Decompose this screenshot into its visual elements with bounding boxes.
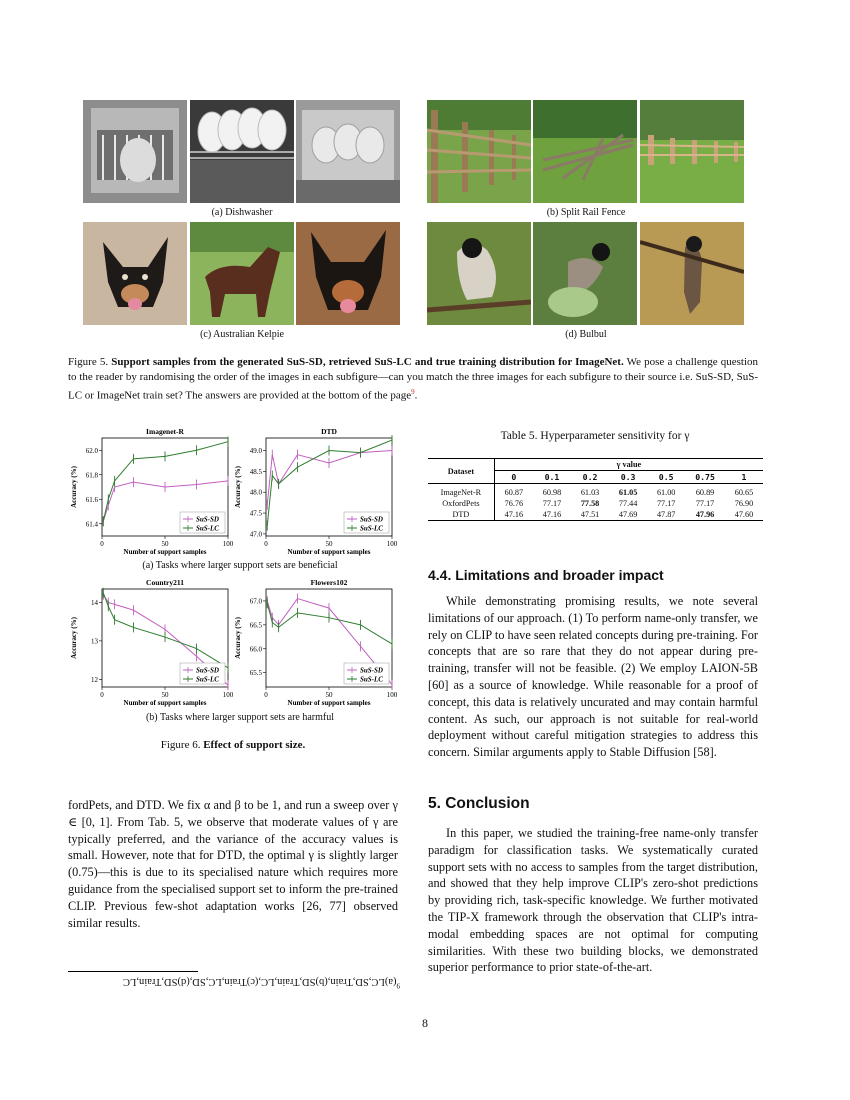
table5-col-4: 0.5 (658, 472, 674, 482)
y-tick-label: 66.0 (249, 645, 262, 654)
table5-cell: 61.00 (656, 488, 676, 497)
x-tick-label: 0 (100, 691, 104, 699)
table5-cell: 47.87 (656, 510, 676, 519)
table5-row-label: OxfordPets (428, 498, 494, 509)
legend-label: SuS-SD (360, 666, 383, 675)
table5-col-1: 0.1 (544, 472, 560, 482)
table5-cell: 47.69 (618, 510, 638, 519)
plot-title: Country211 (146, 578, 184, 587)
legend-label: SuS-SD (360, 515, 383, 524)
y-axis-label: Accuracy (%) (234, 617, 242, 659)
table5-gamma-header: γ value (494, 459, 763, 471)
table5-cell: 61.03 (580, 488, 600, 497)
y-tick-label: 47.5 (249, 509, 262, 518)
table5-col-2: 0.2 (582, 472, 598, 482)
subcaption-harmful: (b) Tasks where larger support sets are harmful (145, 712, 335, 723)
subcaption-kelpie: (c) Australian Kelpie (200, 329, 284, 340)
section-4-4-body: While demonstrating promising results, we note several limitations of our approach. (1) To perform name-only transfer, we rely on CLIP to have seen related concepts during pre-training. For concepts that are so rare that they do not appear during pre-training, transfer will not be feasible. (2) We employ LAION-5B [60] as a source of knowledge. While reasonable for a proof of concept, this data is relatively uncurated and may contain harmful content. As such, our approach is not suitable for real-world deployment without careful mitigation strategies to address this concern. Similar arguments apply to Stable Diffusion [58]. (428, 594, 758, 760)
y-axis-label: Accuracy (%) (70, 617, 78, 659)
legend-label: SuS-LC (360, 675, 383, 684)
table5-dataset-header: Dataset (428, 459, 494, 484)
subcaption-dishwasher: (a) Dishwasher (211, 207, 273, 218)
y-tick-label: 61.6 (85, 495, 98, 504)
figure5-caption: Figure 5. Support samples from the generated SuS-SD, retrieved SuS-LC and true training distribution for ImageNet. We pose a challenge question to the reader by randomising the order of the images in each subfigure—can you match the three images for each subfigure to their source i.e. SuS-SD, SuS-LC or ImageNet train set? The answers are provided at the bottom of the page$^9$. (68, 356, 758, 402)
fence-photo-3 (640, 100, 744, 203)
x-tick-label: 100 (386, 540, 398, 548)
figure6-caption: Figure 6. Effect of support size. (160, 739, 306, 751)
table5-cell: 76.76 (504, 499, 524, 508)
series-line-sus-lc (103, 442, 228, 522)
y-tick-label: 49.0 (249, 447, 262, 456)
table5-cell: 77.17 (695, 499, 715, 508)
bulbul-photo-1 (427, 222, 531, 325)
y-tick-label: 61.8 (85, 471, 98, 480)
y-tick-label: 66.5 (249, 621, 262, 630)
plot-flowers102 (230, 575, 400, 707)
x-axis-label: Number of support samples (287, 699, 371, 707)
subcaption-fence: (b) Split Rail Fence (546, 207, 626, 218)
table5-cell: 77.17 (656, 499, 676, 508)
dishwasher-photo-1 (83, 100, 187, 203)
kelpie-photo-2 (190, 222, 294, 325)
y-tick-label: 48.5 (249, 467, 262, 476)
y-tick-label: 61.4 (85, 520, 98, 529)
dishwasher-photo-3 (296, 100, 400, 203)
table5-cell: 60.65 (734, 488, 754, 497)
plot-title: Flowers102 (310, 578, 348, 587)
table-row (428, 509, 763, 521)
x-tick-label: 0 (264, 691, 268, 699)
table5-cell: 77.58 (580, 499, 600, 508)
table5-cell: 77.17 (542, 499, 562, 508)
x-axis-label: Number of support samples (287, 548, 371, 556)
table5-cell: 77.44 (618, 499, 638, 508)
plot-country211 (66, 575, 236, 707)
x-tick-label: 100 (386, 691, 398, 699)
plot-imagenet-r (66, 424, 236, 556)
section-5-body: In this paper, we studied the training-free name-only transfer paradigm for classification tasks. We systematically curated support sets with no access to samples from the target distribution, and showed that they help improve CLIP's zero-shot predictions by providing rich, task-specific knowledge. We further motivated the TIP-X framework through the observation that CLIP's intra-modal embedding spaces are not optimal for computing similarities. With these two building blocks, we demonstrated superior performance to prior state-of-the-art. (428, 826, 758, 975)
y-axis-label: Accuracy (%) (70, 466, 78, 508)
y-tick-label: 14 (91, 598, 98, 607)
table5-cell: 47.51 (580, 510, 600, 519)
fence-photo-1 (427, 100, 531, 203)
table5-row-label: DTD (428, 509, 494, 521)
subcaption-bulbul: (d) Bulbul (565, 329, 607, 340)
y-tick-label: 48.0 (249, 488, 262, 497)
plot-title: DTD (321, 427, 337, 436)
table-row (428, 498, 763, 509)
section-4-4-heading: 4.4. Limitations and broader impact (428, 567, 664, 583)
table5-cell: 61.05 (618, 488, 638, 497)
table5-col-5: 0.75 (695, 472, 715, 482)
x-tick-label: 50 (161, 691, 169, 699)
x-tick-label: 50 (161, 540, 169, 548)
table5-cell: 47.16 (542, 510, 562, 519)
legend-label: SuS-SD (196, 515, 219, 524)
table5-col-0: 0 (511, 472, 517, 482)
y-tick-label: 12 (91, 675, 98, 684)
table5-cell: 47.16 (504, 510, 524, 519)
kelpie-photo-1 (83, 222, 187, 325)
x-tick-label: 0 (264, 540, 268, 548)
x-axis-label: Number of support samples (123, 699, 207, 707)
left-paragraph: fordPets, and DTD. We fix α and β to be 1, and run a sweep over γ ∈ [0, 1]. From Tab. 5, we observe that moderate values of γ are typically preferred, and the variance of the accuracy values is small. However, note that for DTD, the optimal γ is slightly larger (0.75)—this is due to its specialised nature which requires more guidance from the specialised support set to inform the pre-trained CLIP. Previous few-shot adaptation works [26, 77] observed similar results. (68, 798, 398, 930)
y-tick-label: 13 (91, 637, 98, 646)
x-tick-label: 50 (325, 540, 333, 548)
bulbul-photo-2 (533, 222, 637, 325)
legend-label: SuS-SD (196, 666, 219, 675)
table5-cell: 47.96 (695, 510, 715, 519)
legend-label: SuS-LC (196, 524, 219, 533)
table-row (428, 484, 763, 499)
table5-col-6: 1 (741, 472, 747, 482)
subcaption-beneficial: (a) Tasks where larger support sets are beneficial (142, 560, 338, 571)
bulbul-photo-3 (640, 222, 744, 325)
plot-title: Imagenet-R (146, 427, 184, 436)
y-tick-label: 47.0 (249, 530, 262, 539)
table5-row-label: ImageNet-R (428, 484, 494, 499)
y-tick-label: 65.5 (249, 669, 262, 678)
footnote-rule (68, 971, 198, 972)
y-axis-label: Accuracy (%) (234, 466, 242, 508)
table5-col-3: 0.3 (620, 472, 636, 482)
x-axis-label: Number of support samples (123, 548, 207, 556)
plot-dtd (230, 424, 400, 556)
kelpie-photo-3 (296, 222, 400, 325)
dishwasher-photo-2 (190, 100, 294, 203)
fence-photo-2 (533, 100, 637, 203)
x-tick-label: 50 (325, 691, 333, 699)
x-tick-label: 0 (100, 540, 104, 548)
x-tick-label: 100 (222, 540, 234, 548)
legend-label: SuS-LC (196, 675, 219, 684)
y-tick-label: 67.0 (249, 597, 262, 606)
page-number: 8 (422, 1016, 428, 1030)
x-tick-label: 100 (222, 691, 234, 699)
footnote-answers: $^9$(a)LC,SD,Train,(b)SD,Train,LC,(c)Train,LC,SD,(d)SD,Train,LC (122, 976, 400, 990)
section-5-heading: 5. Conclusion (428, 795, 530, 812)
table5-cell: 60.89 (695, 488, 715, 497)
legend-label: SuS-LC (360, 524, 383, 533)
table5 (428, 458, 763, 521)
table5-cell: 60.87 (504, 488, 524, 497)
y-tick-label: 62.0 (85, 446, 98, 455)
table5-cell: 47.60 (734, 510, 754, 519)
table5-cell: 76.90 (734, 499, 754, 508)
table5-title: Table 5. Hyperparameter sensitivity for γ (500, 430, 690, 442)
table5-cell: 60.98 (542, 488, 562, 497)
